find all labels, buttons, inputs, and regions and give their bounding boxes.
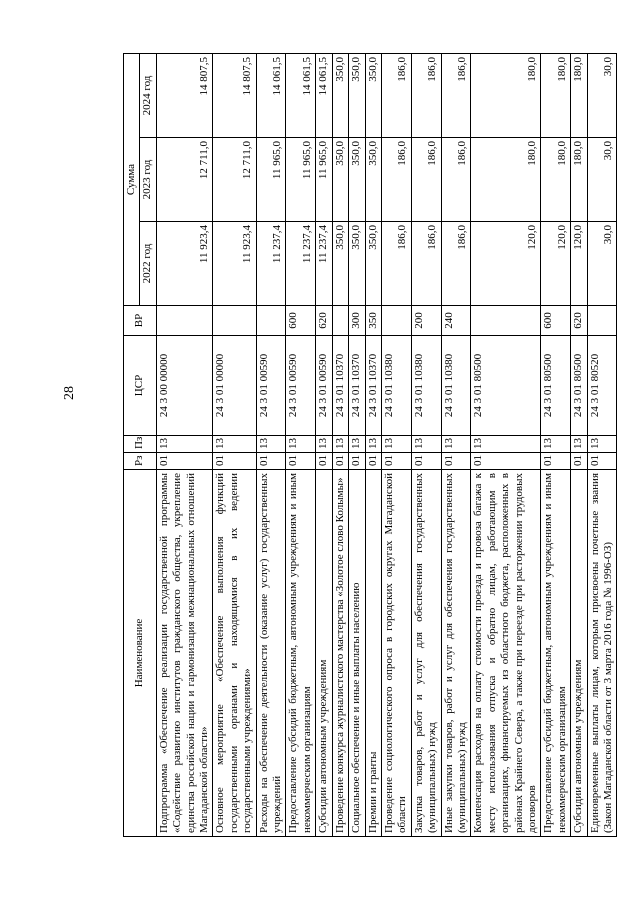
cell-csr: 24 3 01 10380 [441, 336, 471, 436]
page-number: 28 [62, 386, 77, 400]
table-row [411, 54, 441, 837]
cell-y2023: 180,0 [471, 138, 541, 222]
cell-csr: 24 3 01 80520 [587, 336, 617, 436]
cell-name: Единовременные выплаты лицам, которым присвоены почетные звания (Закон Магаданской области от 3 марта 2016 года № 1996-ОЗ) [587, 470, 617, 837]
cell-y2024: 180,0 [541, 54, 571, 138]
cell-name: Проведение социологического опроса в городских округах Магаданской области [381, 470, 411, 837]
cell-pz: 13 [365, 436, 381, 453]
cell-name: Основное мероприятие «Обеспечение выполнения функций государственными органами и находящимися в их ведении государственными учреждениями» [213, 470, 256, 837]
cell-name: Субсидии автономным учреждениям [571, 470, 587, 837]
table-row [256, 54, 286, 837]
cell-csr: 24 3 01 10370 [349, 336, 365, 436]
cell-y2024: 14 807,5 [156, 54, 213, 138]
rotated-page [123, 54, 614, 837]
cell-vr [156, 306, 213, 336]
cell-y2022: 350,0 [365, 222, 381, 306]
cell-rz: 01 [286, 453, 316, 470]
cell-y2022: 11 237,4 [286, 222, 316, 306]
cell-y2024: 180,0 [571, 54, 587, 138]
cell-csr: 24 3 01 00590 [256, 336, 286, 436]
cell-rz: 01 [441, 453, 471, 470]
cell-y2023: 12 711,0 [156, 138, 213, 222]
header-pz: Пз [124, 436, 157, 453]
cell-vr [256, 306, 286, 336]
cell-y2022: 120,0 [571, 222, 587, 306]
cell-vr: 600 [541, 306, 571, 336]
cell-csr: 24 3 01 00000 [213, 336, 256, 436]
cell-y2024: 180,0 [471, 54, 541, 138]
cell-pz: 13 [256, 436, 286, 453]
cell-pz: 13 [587, 436, 617, 453]
header-csr: ЦСР [124, 336, 157, 436]
cell-name: Субсидии автономным учреждениям [316, 470, 332, 837]
cell-vr: 200 [411, 306, 441, 336]
cell-y2024: 350,0 [365, 54, 381, 138]
cell-name: Проведение конкурса журналистского мастерства «Золотое слово Колымы» [332, 470, 348, 837]
table-row [332, 54, 348, 837]
cell-y2023: 186,0 [381, 138, 411, 222]
cell-vr [332, 306, 348, 336]
table-row [471, 54, 541, 837]
cell-vr: 300 [349, 306, 365, 336]
cell-csr: 24 3 01 80500 [571, 336, 587, 436]
cell-y2022: 120,0 [541, 222, 571, 306]
cell-rz: 01 [381, 453, 411, 470]
cell-y2023: 30,0 [587, 138, 617, 222]
cell-pz: 13 [213, 436, 256, 453]
cell-y2024: 186,0 [441, 54, 471, 138]
cell-pz: 13 [332, 436, 348, 453]
table-row [349, 54, 365, 837]
cell-y2022: 186,0 [411, 222, 441, 306]
header-2024: 2024 год [140, 54, 156, 138]
cell-y2024: 14 061,5 [316, 54, 332, 138]
cell-rz: 01 [541, 453, 571, 470]
cell-y2023: 180,0 [571, 138, 587, 222]
cell-y2023: 350,0 [365, 138, 381, 222]
cell-vr: 240 [441, 306, 471, 336]
cell-rz: 01 [571, 453, 587, 470]
cell-y2023: 180,0 [541, 138, 571, 222]
cell-csr: 24 3 01 00590 [316, 336, 332, 436]
header-2023: 2023 год [140, 138, 156, 222]
cell-y2023: 11 965,0 [286, 138, 316, 222]
header-sum: Сумма [124, 54, 140, 306]
cell-pz: 13 [156, 436, 213, 453]
cell-y2024: 14 061,5 [256, 54, 286, 138]
cell-y2024: 30,0 [587, 54, 617, 138]
cell-pz: 13 [441, 436, 471, 453]
cell-name: Предоставление субсидий бюджетным, автономным учреждениям и иным некоммерческим организациям [541, 470, 571, 837]
cell-y2022: 11 923,4 [156, 222, 213, 306]
cell-y2024: 14 807,5 [213, 54, 256, 138]
cell-vr: 620 [571, 306, 587, 336]
cell-rz: 01 [316, 453, 332, 470]
cell-vr [471, 306, 541, 336]
cell-y2023: 350,0 [349, 138, 365, 222]
cell-csr: 24 3 01 80500 [541, 336, 571, 436]
cell-csr: 24 3 01 10380 [411, 336, 441, 436]
cell-pz: 13 [286, 436, 316, 453]
cell-pz: 13 [471, 436, 541, 453]
cell-y2024: 350,0 [332, 54, 348, 138]
cell-vr: 600 [286, 306, 316, 336]
cell-y2023: 186,0 [441, 138, 471, 222]
header-2022: 2022 год [140, 222, 156, 306]
table-row [365, 54, 381, 837]
cell-vr: 620 [316, 306, 332, 336]
cell-y2022: 11 237,4 [316, 222, 332, 306]
table-row [286, 54, 316, 837]
cell-pz: 13 [571, 436, 587, 453]
cell-pz: 13 [411, 436, 441, 453]
cell-rz: 01 [365, 453, 381, 470]
cell-pz: 13 [541, 436, 571, 453]
cell-name: Закупка товаров, работ и услуг для обеспечения государственных (муниципальных) нужд [411, 470, 441, 837]
cell-name: Расходы на обеспечение деятельности (оказание услуг) государственных учреждений [256, 470, 286, 837]
cell-y2022: 350,0 [349, 222, 365, 306]
cell-csr: 24 3 01 80500 [471, 336, 541, 436]
cell-y2022: 186,0 [441, 222, 471, 306]
cell-rz: 01 [587, 453, 617, 470]
table-row [316, 54, 332, 837]
cell-y2023: 12 711,0 [213, 138, 256, 222]
cell-vr [587, 306, 617, 336]
cell-rz: 01 [256, 453, 286, 470]
cell-y2022: 120,0 [471, 222, 541, 306]
table-wrapper [123, 54, 614, 837]
header-rz: Рз [124, 453, 157, 470]
cell-name: Премии и гранты [365, 470, 381, 837]
cell-name: Иные закупки товаров, работ и услуг для обеспечения государственных (муниципальных) нужд [441, 470, 471, 837]
header-vr: ВР [124, 306, 157, 336]
header-name: Наименование [124, 470, 157, 837]
cell-rz: 01 [471, 453, 541, 470]
cell-y2023: 350,0 [332, 138, 348, 222]
cell-vr [213, 306, 256, 336]
cell-csr: 24 3 01 10370 [332, 336, 348, 436]
cell-y2024: 186,0 [381, 54, 411, 138]
cell-pz: 13 [316, 436, 332, 453]
cell-y2023: 186,0 [411, 138, 441, 222]
cell-y2022: 11 237,4 [256, 222, 286, 306]
table-row [213, 54, 256, 837]
cell-y2022: 11 923,4 [213, 222, 256, 306]
cell-vr: 350 [365, 306, 381, 336]
cell-rz: 01 [349, 453, 365, 470]
cell-pz: 13 [349, 436, 365, 453]
cell-rz: 01 [156, 453, 213, 470]
table-header-row [124, 54, 140, 837]
cell-y2024: 350,0 [349, 54, 365, 138]
cell-rz: 01 [213, 453, 256, 470]
cell-y2024: 186,0 [411, 54, 441, 138]
cell-name: Компенсация расходов на оплату стоимости проезда и провоза багажа к месту использования отпуска и обратно лицам, работающим в организациях, финансируемых из областного бюджета, расположенных в районах Крайнего Севера, а также при переезде при расторжении трудовых договоров [471, 470, 541, 837]
table-body [156, 54, 617, 837]
cell-csr: 24 3 01 10370 [365, 336, 381, 436]
cell-y2022: 350,0 [332, 222, 348, 306]
cell-name: Социальное обеспечение и иные выплаты населению [349, 470, 365, 837]
table-row [571, 54, 587, 837]
cell-rz: 01 [332, 453, 348, 470]
cell-y2022: 30,0 [587, 222, 617, 306]
cell-csr: 24 3 01 00590 [286, 336, 316, 436]
cell-y2022: 186,0 [381, 222, 411, 306]
cell-y2023: 11 965,0 [316, 138, 332, 222]
cell-rz: 01 [411, 453, 441, 470]
table-row [541, 54, 571, 837]
table-row [381, 54, 411, 837]
cell-csr: 24 3 01 10380 [381, 336, 411, 436]
cell-vr [381, 306, 411, 336]
cell-pz: 13 [381, 436, 411, 453]
table-row [441, 54, 471, 837]
cell-name: Подпрограмма «Обеспечение реализации государственной программы «Содействие развитию институтов гражданского общества, укрепление единства российской нации и гармонизация межнациональных отношений Магаданской области» [156, 470, 213, 837]
cell-y2023: 11 965,0 [256, 138, 286, 222]
budget-table [123, 53, 617, 837]
cell-name: Предоставление субсидий бюджетным, автономным учреждениям и иным некоммерческим организациям [286, 470, 316, 837]
cell-csr: 24 3 00 00000 [156, 336, 213, 436]
table-row [156, 54, 213, 837]
table-row [587, 54, 617, 837]
cell-y2024: 14 061,5 [286, 54, 316, 138]
